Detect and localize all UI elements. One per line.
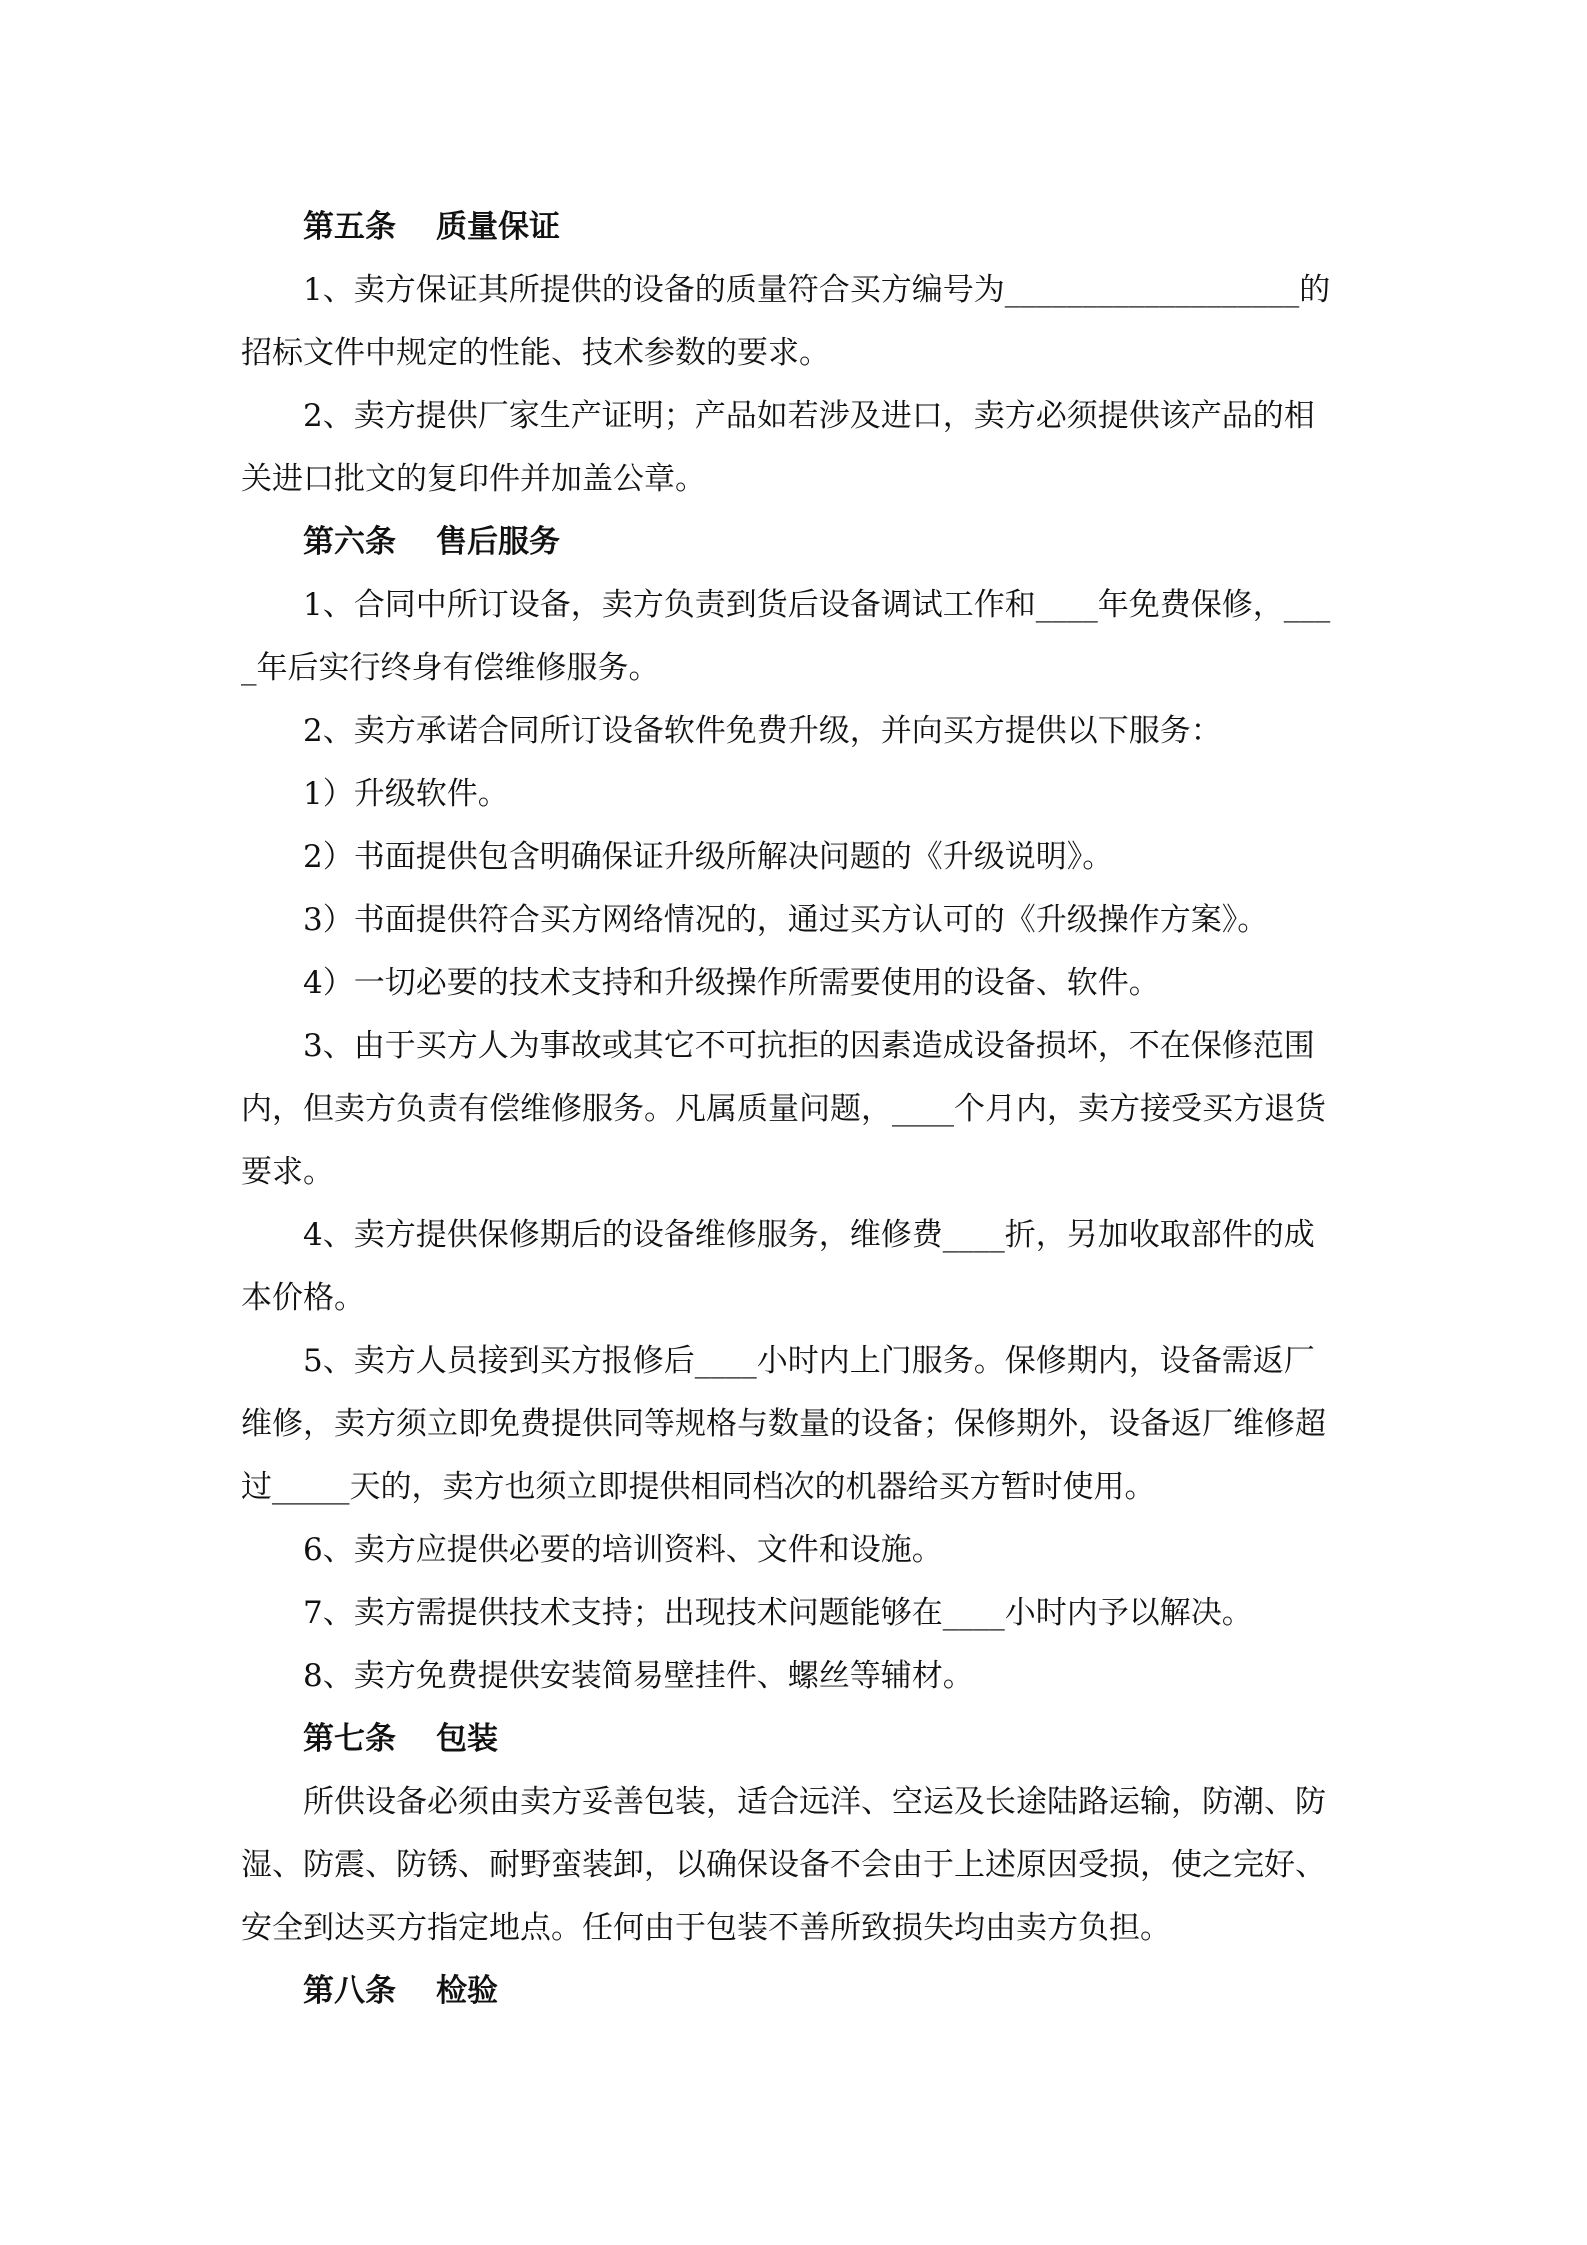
paragraph-line: 6、卖方应提供必要的培训资料、文件和设施。	[303, 1532, 943, 1568]
list-item: 3）书面提供符合买方网络情况的，通过买方认可的《升级操作方案》。	[303, 902, 1269, 938]
section-heading-6	[241, 511, 1351, 574]
paragraph-line: 7、卖方需提供技术支持；出现技术问题能够在____小时内予以解决。	[303, 1595, 1253, 1631]
section-heading-8	[241, 1960, 1351, 2023]
section-title: 售后服务	[436, 524, 560, 560]
paragraph-line: 1、合同中所订设备，卖方负责到货后设备调试工作和____年免费保修，___	[303, 587, 1331, 623]
paragraph-line: 2、卖方承诺合同所订设备软件免费升级，并向买方提供以下服务：	[303, 713, 1222, 749]
list-item: 2）书面提供包含明确保证升级所解决问题的《升级说明》。	[303, 839, 1114, 875]
paragraph-line: _年后实行终身有偿维修服务。	[241, 650, 660, 686]
paragraph-line: 要求。	[241, 1154, 334, 1190]
section-number: 第六条	[303, 524, 396, 560]
paragraph-line: 维修，卖方须立即免费提供同等规格与数量的设备；保修期外，设备返厂维修超	[241, 1406, 1326, 1442]
section-title: 包装	[436, 1721, 498, 1757]
document-page	[241, 196, 1351, 2023]
section-title: 检验	[436, 1973, 498, 2009]
section-heading-7	[241, 1708, 1351, 1771]
section-number: 第五条	[303, 209, 396, 245]
section-heading-5	[241, 196, 1351, 259]
section-number: 第七条	[303, 1721, 396, 1757]
paragraph-line: 3、由于买方人为事故或其它不可抗拒的因素造成设备损坏，不在保修范围	[303, 1028, 1315, 1064]
paragraph-line: 2、卖方提供厂家生产证明；产品如若涉及进口，卖方必须提供该产品的相	[303, 398, 1315, 434]
paragraph-line: 4、卖方提供保修期后的设备维修服务，维修费____折，另加收取部件的成	[303, 1217, 1315, 1253]
section-number: 第八条	[303, 1973, 396, 2009]
paragraph-line: 内，但卖方负责有偿维修服务。凡属质量问题，____个月内，卖方接受买方退货	[241, 1091, 1326, 1127]
list-item: 4）一切必要的技术支持和升级操作所需要使用的设备、软件。	[303, 965, 1160, 1001]
paragraph-line: 本价格。	[241, 1280, 365, 1316]
paragraph-line: 关进口批文的复印件并加盖公章。	[241, 461, 706, 497]
paragraph-line: 过_____天的，卖方也须立即提供相同档次的机器给买方暂时使用。	[241, 1469, 1156, 1505]
list-item: 1）升级软件。	[303, 776, 509, 812]
paragraph-line: 5、卖方人员接到买方报修后____小时内上门服务。保修期内，设备需返厂	[303, 1343, 1315, 1379]
paragraph-line: 招标文件中规定的性能、技术参数的要求。	[241, 335, 830, 371]
paragraph-line: 8、卖方免费提供安装简易壁挂件、螺丝等辅材。	[303, 1658, 974, 1694]
paragraph-line: 安全到达买方指定地点。任何由于包装不善所致损失均由卖方负担。	[241, 1910, 1171, 1946]
paragraph-line: 所供设备必须由卖方妥善包装，适合远洋、空运及长途陆路运输，防潮、防	[303, 1784, 1326, 1820]
paragraph-line: 1、卖方保证其所提供的设备的质量符合买方编号为___________________的	[303, 272, 1331, 308]
paragraph-line: 湿、防震、防锈、耐野蛮装卸，以确保设备不会由于上述原因受损，使之完好、	[241, 1847, 1326, 1883]
section-title: 质量保证	[436, 209, 560, 245]
